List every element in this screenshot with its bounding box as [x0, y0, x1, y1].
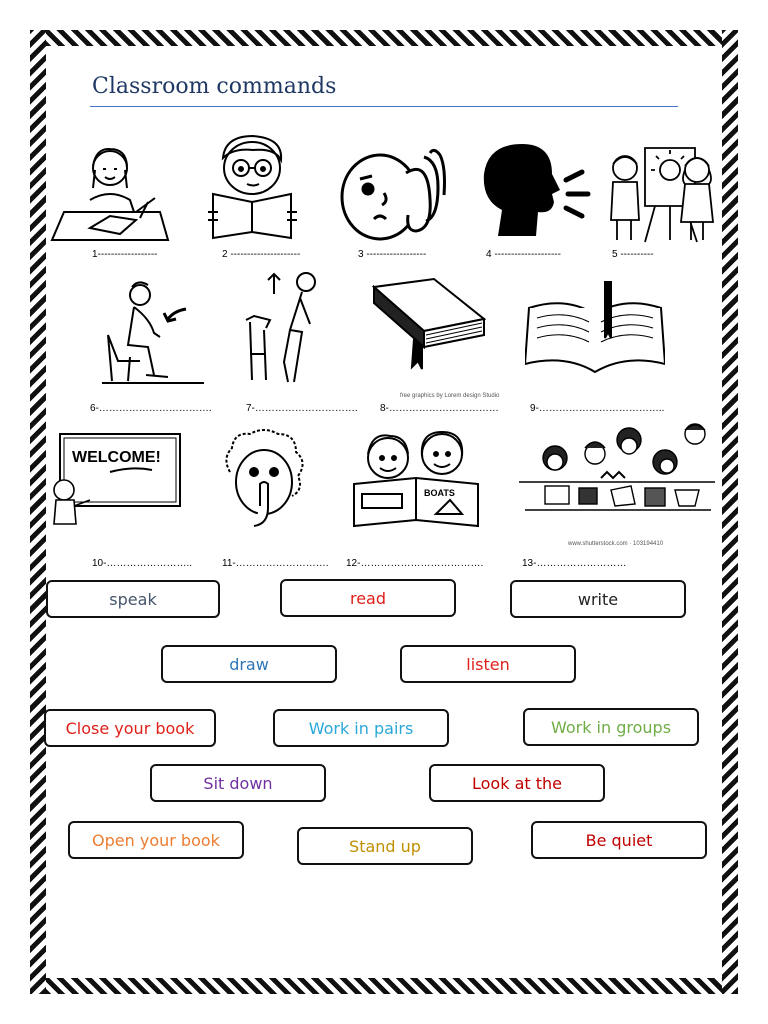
word-box	[297, 827, 473, 865]
word-text: Open your book	[92, 830, 220, 850]
picture-label: 13-………………………	[522, 558, 627, 569]
word-text: read	[349, 588, 387, 608]
word-box	[273, 709, 449, 747]
picture-label: 12-……………………………….	[346, 558, 484, 569]
title-underline	[90, 106, 678, 107]
word-box	[44, 709, 216, 747]
word-box	[523, 708, 699, 746]
picture-label: 1------------------	[92, 249, 158, 260]
closed-book-icon	[368, 275, 488, 375]
welcome-board-icon	[46, 430, 184, 525]
page-title: Classroom commands	[92, 74, 337, 99]
writing-girl-icon	[50, 140, 170, 245]
picture-label: 5 ----------	[612, 249, 654, 260]
word-text: Work in groups	[550, 717, 672, 737]
picture-label: 4 --------------------	[486, 249, 561, 260]
word-text: listen	[466, 654, 510, 674]
standing-up-icon	[244, 270, 329, 390]
picture-label: 2 ---------------------	[222, 249, 301, 260]
word-box	[400, 645, 576, 683]
picture-label: 11-……………………….	[222, 558, 329, 569]
image-credit: free graphics by Lorem design Studio	[400, 393, 500, 399]
reading-boy-icon	[205, 132, 300, 242]
word-text: speak	[109, 589, 157, 609]
picture-label: 8-……………………………	[380, 403, 499, 414]
word-box	[510, 580, 686, 618]
word-text: draw	[229, 654, 269, 674]
picture-label: 3 ------------------	[358, 249, 427, 260]
page-border-right	[722, 30, 738, 994]
word-box	[68, 821, 244, 859]
group-work-icon	[515, 418, 720, 533]
picture-label: 6-…………………………….	[90, 403, 212, 414]
drawing-children-icon	[605, 140, 720, 245]
word-box	[531, 821, 707, 859]
picture-label: 9-………………………………..	[530, 403, 665, 414]
picture-label: 10-……………………..	[92, 558, 193, 569]
word-box	[161, 645, 337, 683]
pair-reading-icon	[350, 428, 482, 528]
word-text: Work in pairs	[308, 718, 414, 738]
word-text: Close your book	[65, 718, 195, 738]
listening-face-icon	[338, 145, 448, 245]
word-text: Look at the	[472, 773, 562, 793]
speaking-head-icon	[478, 140, 593, 240]
open-book-icon	[525, 278, 665, 378]
board-text: WELCOME!	[72, 449, 161, 466]
word-box	[150, 764, 326, 802]
image-credit: www.shutterstock.com · 103194410	[568, 541, 664, 547]
word-text: Stand up	[349, 836, 421, 856]
page-border-left	[30, 30, 46, 994]
word-box	[429, 764, 605, 802]
word-text: Be quiet	[585, 830, 653, 850]
word-box	[46, 580, 220, 618]
word-box	[280, 579, 456, 617]
page-border-bottom	[30, 978, 738, 994]
word-text: write	[577, 589, 619, 609]
word-text: Sit down	[203, 773, 273, 793]
book-text: BOATS	[424, 488, 455, 498]
page-border-top	[30, 30, 738, 46]
picture-label: 7-………………………….	[246, 403, 358, 414]
sitting-down-icon	[98, 275, 208, 390]
be-quiet-icon	[220, 428, 308, 528]
